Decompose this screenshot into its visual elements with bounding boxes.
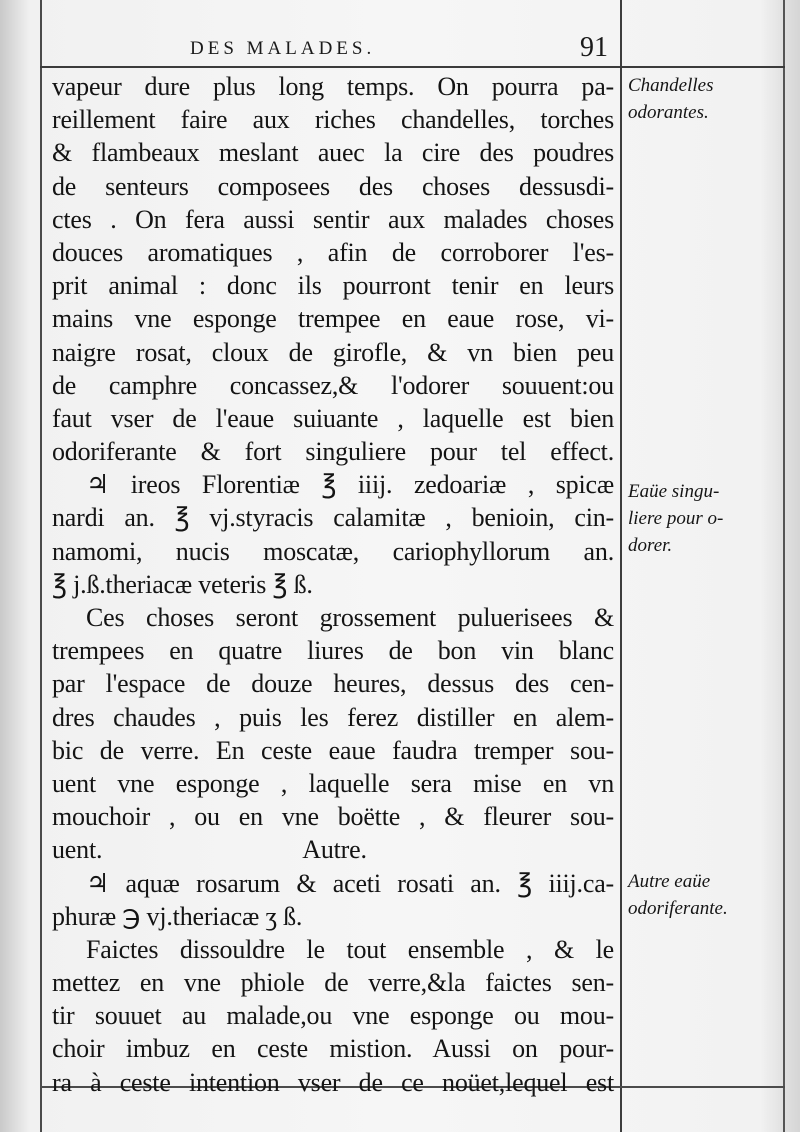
body-line: mains vne esponge trempee en eaue rose, vi- — [52, 304, 614, 334]
body-line: de camphre concassez,& l'odorer souuent:ou — [52, 370, 614, 400]
margin-note-line: Chandelles — [628, 75, 714, 96]
running-head: DES MALADES. — [190, 38, 376, 59]
page-number: 91 — [580, 32, 608, 63]
body-line: ctes . On fera aussi sentir aux malades choses — [52, 204, 614, 234]
body-line: uent vne esponge , laquelle sera mise en vn — [52, 768, 614, 798]
margin-note-line: dorer. — [628, 535, 673, 556]
recipe-line: ℥ j.ß.theriacæ veteris ℥ ß. — [52, 569, 313, 599]
body-line: faut vser de l'eaue suiuante , laquelle est bien — [52, 403, 614, 433]
left-frame-rule — [40, 0, 42, 1132]
body-line: ra à ceste intention vser de ce noüet,lequel est — [52, 1067, 614, 1097]
body-line: de senteurs composees des choses dessusdi- — [52, 171, 614, 201]
body-line: mettez en vne phiole de verre,&la faictes sen- — [52, 968, 614, 998]
body-line: vapeur dure plus long temps. On pourra pa- — [52, 72, 614, 101]
header-rule — [40, 66, 785, 68]
body-line: douces aromatiques , afin de corroborer l'es- — [52, 237, 614, 267]
body-line: Ces choses seront grossement puluerisees & — [86, 603, 614, 632]
body-line: mouchoir , ou en vne boëtte , & fleurer sou- — [52, 802, 614, 832]
margin-column-rule — [620, 0, 622, 1132]
body-line: reillement faire aux riches chandelles, torches — [52, 105, 614, 135]
margin-note-line: odoriferante. — [628, 898, 728, 919]
body-line-with-heading — [52, 833, 614, 866]
body-line: tir souuet au malade,ou vne esponge ou mou- — [52, 1001, 614, 1031]
body-line: choir imbuz en ceste mistion. Aussi on pour- — [52, 1034, 614, 1064]
body-line: trempees en quatre liures de bon vin blanc — [52, 636, 614, 666]
margin-note-line: Autre eaüe — [628, 871, 711, 892]
body-line: Faictes dissouldre le tout ensemble , & le — [86, 934, 614, 964]
margin-note-eaue-singuliere — [628, 478, 786, 559]
margin-note-line: odorantes. — [628, 102, 709, 123]
margin-note-line: liere pour o- — [628, 508, 724, 529]
body-line: & flambeaux meslant auec la cire des poudres — [52, 138, 614, 168]
body-line: uent. — [52, 835, 103, 865]
body-line: prit animal : donc ils pourront tenir en leurs — [52, 271, 614, 301]
recipe-line: nardi an. ℥ vj.styracis calamitæ , benioin, cin- — [52, 503, 614, 533]
body-line: dres chaudes , puis les ferez distiller en alem- — [52, 702, 614, 732]
margin-note-line: Eaüe singu- — [628, 481, 720, 502]
margin-note-autre-eaue — [628, 868, 786, 922]
body-line: par l'espace de douze heures, dessus des cen- — [52, 669, 614, 699]
margin-note-chandelles — [628, 72, 786, 126]
body-line: bic de verre. En ceste eaue faudra tremper sou- — [52, 735, 614, 765]
recipe-line: ♃ ireos Florentiæ ℥ iiij. zedoariæ , spicæ — [86, 470, 614, 500]
body-text — [52, 70, 614, 1099]
recipe-line: phuræ ℈ vj.theriacæ ʒ ß. — [52, 901, 303, 931]
body-line: naigre rosat, cloux de girofle, & vn bien peu — [52, 337, 614, 367]
recipe-line: namomi, nucis moscatæ, cariophyllorum an. — [52, 536, 614, 566]
recipe-line: ♃ aquæ rosarum & aceti rosati an. ℥ iiij.ca- — [86, 868, 614, 898]
autre-heading: Autre. — [302, 835, 367, 865]
body-line: odoriferante & fort singuliere pour tel effect. — [52, 437, 614, 467]
right-frame-rule — [783, 0, 785, 1132]
